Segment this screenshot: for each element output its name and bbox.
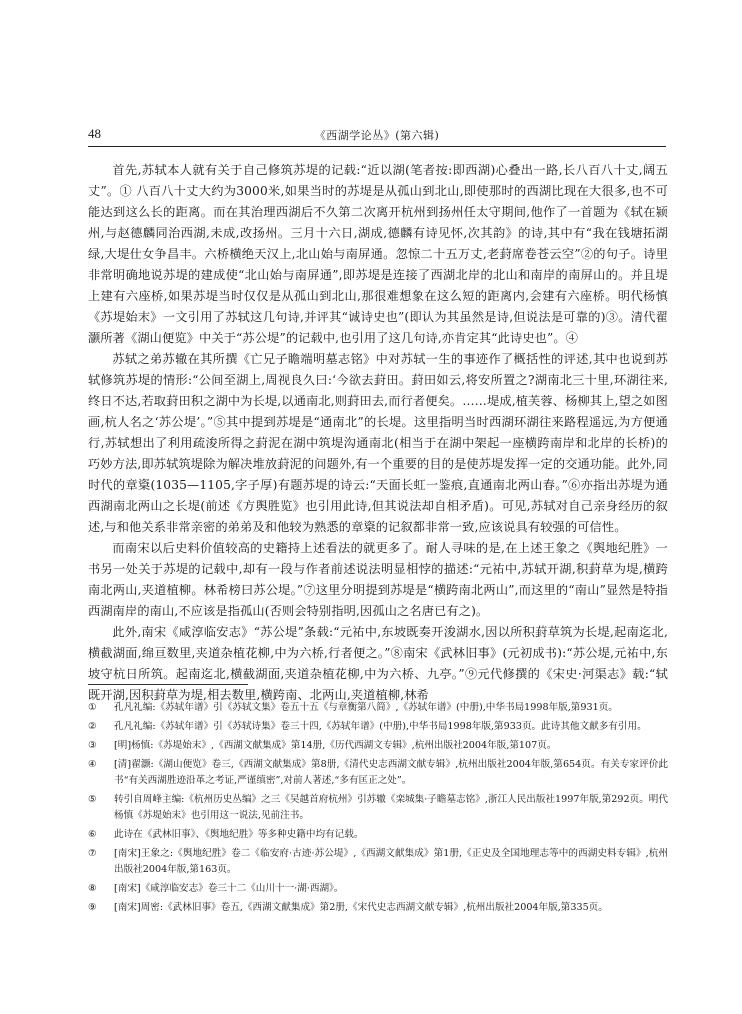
footnote — [88, 881, 668, 897]
footnote-marker: ② — [88, 721, 97, 732]
footnote-text: 此诗在《武林旧事》、《舆地纪胜》等多种史籍中均有记载。 — [114, 829, 364, 840]
paragraph: 首先,苏轼本人就有关于自己修筑苏堤的记载:“近以湖(笔者按:即西湖)心叠出一路,长八百八十丈,阔五丈”。① 八百八十丈大约为3000米,如果当时的苏堤是从孤山到北山,即使那时的西湖比现在大很多,也不可能达到这么长的距离。而在其治理西湖后不久第二次离开杭州到扬州任太守期间,他作了一首题为《轼在颍州,与赵德麟同治西湖,未成,改扬州。三月十六日,湖成,德麟有诗见怀,次其韵》的诗,其中有“我在钱塘拓湖绿,大堤仕女争昌丰。六桥横绝天汉上,北山始与南屏通。忽惊二十五万丈,老葑席卷苍云空”②的句子。诗里非常明确地说苏堤的建成使“北山始与南屏通”,即苏堤是连接了西湖北岸的北山和南岸的南屏山的。并且堤上建有六座桥,如果苏堤当时仅仅是从孤山到北山,那很难想象在这么短的距离内,会建有六座桥。明代杨慎《苏堤始末》一文引用了苏轼这几句诗,并评其“诚诗史也”(即认为其虽然是诗,但说法是可靠的)③。清代翟灏所著《湖山便览》中关于“苏公堤”的记载中,也引用了这几句诗,亦肯定其“此诗史也”。④ — [88, 163, 668, 345]
footnote-text: [明]杨慎:《苏堤始末》,《西湖文献集成》第14册,《历代西湖文专辑》,杭州出版社2004年版,第107页。 — [114, 740, 557, 751]
footnote-text: [清]翟灏:《湖山便览》卷三,《西湖文献集成》第8册,《清代史志西湖文献专辑》,杭州出版社2004年版,第654页。有关专家评价此书“有关西湖胜迹沿革之考证,严谨缜密”,对前人著述,“多有匡正之处”。 — [114, 759, 668, 786]
footnote-text: 转引自周峰主编:《杭州历史丛编》之三《吴越首府杭州》引苏辙《栾城集·子瞻墓志铭》,浙江人民出版社1997年版,第292页。明代杨慎《苏堤始末》也引用这一说法,见前注书。 — [114, 794, 668, 821]
page-number: 48 — [88, 126, 101, 141]
footnote-marker: ① — [88, 702, 97, 713]
footnote-divider — [88, 684, 248, 685]
footnote-marker: ③ — [88, 740, 97, 751]
running-title: 《西湖学论丛》(第六辑) — [314, 129, 440, 142]
footnote — [88, 738, 668, 754]
footnote-marker: ⑤ — [88, 794, 97, 805]
footnote — [88, 757, 668, 789]
footnote — [88, 700, 668, 716]
footnote — [88, 900, 668, 916]
footnote — [88, 719, 668, 735]
footnote-marker: ⑧ — [88, 883, 97, 894]
footnote-text: 孔凡礼编:《苏轼年谱》引《苏轼文集》卷五十五《与章衡第八简》,《苏轼年谱》(中册),中华书局1998年版,第931页。 — [114, 702, 618, 713]
page-header — [88, 124, 666, 147]
footnote — [88, 846, 668, 878]
footnote-text: [南宋]周密:《武林旧事》卷五,《西湖文献集成》第2册,《宋代史志西湖文献专辑》,杭州出版社2004年版,第335页。 — [114, 902, 608, 913]
body-text — [88, 160, 668, 706]
footnote-text: [南宋]王象之:《舆地纪胜》卷二《临安府·古迹·苏公堤》,《西湖文献集成》第1册,《正史及全国地理志等中的西湖史料专辑》,杭州出版社2004年版,第163页。 — [114, 848, 668, 875]
footnotes — [88, 700, 668, 919]
footnote-marker: ⑦ — [88, 848, 97, 859]
footnote-marker: ④ — [88, 759, 97, 770]
paragraph: 此外,南宋《咸淳临安志》“苏公堤”条载:“元祐中,东坡既奏开浚湖水,因以所积葑草筑为长堤,起南迄北,横截湖面,绵亘数里,夹道杂植花柳,中为六桥,行者便之。”⑧南宋《武林旧事》(元初成书):“苏公堤,元祐中,东坡守杭日所筑。起南迄北,横截湖面,夹道杂植花柳,中为六桥、九亭。”⑨元代修撰的《宋史·河渠志》载:“轼既开湖,因积葑草为堤,相去数里,横跨南、北两山,夹道植柳,林希 — [88, 625, 668, 702]
footnote — [88, 827, 668, 843]
paragraph: 苏轼之弟苏辙在其所撰《亡兄子瞻端明墓志铭》中对苏轼一生的事迹作了概括性的评述,其中也说到苏轼修筑苏堤的情形:“公间至湖上,周视良久曰:‘今欲去葑田。葑田如云,将安所置之?湖南北三十里,环湖往来,终日不达,若取葑田积之湖中为长堤,以通南北,则葑田去,而行者便矣。……堤成,植芙蓉、杨柳其上,望之如图画,杭人名之‘苏公堤’。”⑤其中提到苏堤是“通南北”的长堤。这里指明当时西湖环湖往来路程遥远,为方便通行,苏轼想出了利用疏浚所得之葑泥在湖中筑堤沟通南北(相当于在湖中架起一座横跨南岸和北岸的长桥)的巧妙方法,即苏轼筑堤除为解决堆放葑泥的问题外,有一个重要的目的是使苏堤发挥一定的交通功能。此外,同时代的章楶(1035—1105,字子厚)有题苏堤的诗云:“天面长虹一鉴痕,直通南北两山春。”⑥亦指出苏堤为通西湖南北两山之长堤(前述《方舆胜览》也引用此诗,但其说法却自相矛盾)。可见,苏轼对自己亲身经历的叙述,与和他关系非常亲密的弟弟及和他较为熟悉的章楶的记叙都非常一致,应该说具有较强的可信性。 — [88, 352, 668, 534]
paragraph: 而南宋以后史料价值较高的史籍持上述看法的就更多了。耐人寻味的是,在上述王象之《舆地纪胜》一书另一处关于苏堤的记载中,却有一段与作者前述说法明显相悖的描述:“元祐中,苏轼开湖,积葑草为堤,横跨南北两山,夹道植柳。林希榜曰苏公堤。”⑦这里分明提到苏堤是“横跨南北两山”,而这里的“南山”显然是特指西湖南岸的南山,不应该是指孤山(否则会特别指明,因孤山之名唐已有之)。 — [88, 541, 668, 618]
footnote-marker: ⑥ — [88, 829, 97, 840]
footnote-text: [南宋]《咸淳临安志》卷三十二《山川十一·湖·西湖》。 — [114, 883, 344, 894]
footnote — [88, 792, 668, 824]
footnote-marker: ⑨ — [88, 902, 97, 913]
footnote-text: 孔凡礼编:《苏轼年谱》引《苏轼诗集》卷三十四,《苏轼年谱》(中册),中华书局1998年版,第933页。此诗其他文献多有引用。 — [114, 721, 647, 732]
